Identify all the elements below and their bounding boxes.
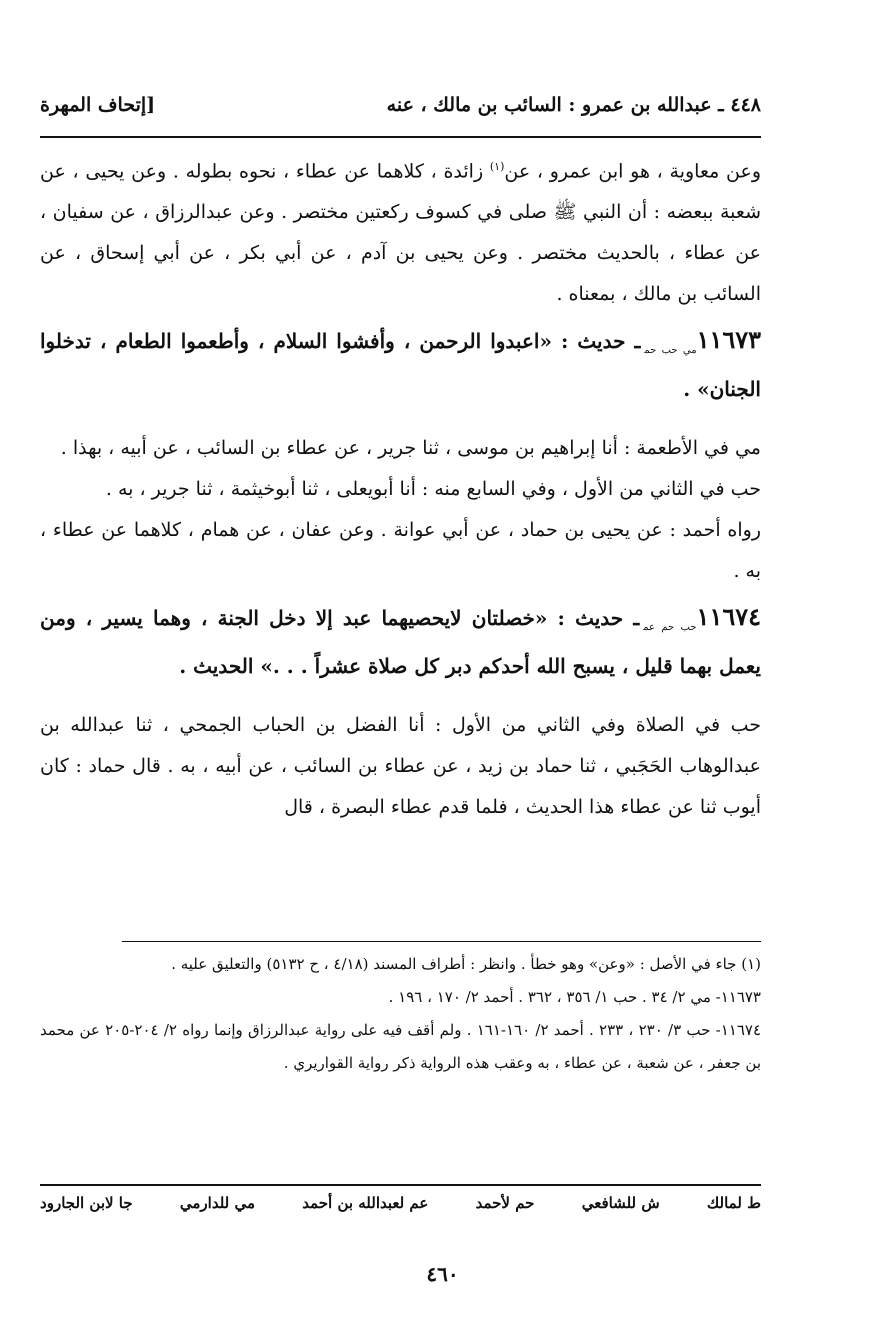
page-header xyxy=(40,88,761,122)
hadith-number: ١١٦٧٤ xyxy=(696,602,761,632)
footnote-1: (١) جاء في الأصل : «وعن» وهو خطأ . وانظر : أطراف المسند (٤/١٨ ، ح ٥١٣٢) والتعليق عليه . xyxy=(171,955,761,973)
footnotes xyxy=(40,948,761,1080)
paragraph-darimi: مي في الأطعمة : أنا إبراهيم بن موسى ، ثنا جرير ، عن عطاء بن السائب ، عن أبيه ، بهذا . xyxy=(60,437,761,460)
legend-item: عم لعبدالله بن أحمد xyxy=(302,1194,429,1212)
hadith-number: ١١٦٧٣ xyxy=(696,325,762,355)
legend-item: مي للدارمي xyxy=(179,1194,255,1212)
book-title: [إتحاف المهرة xyxy=(40,94,156,116)
main-text xyxy=(40,146,761,828)
footnote-11673: ١١٦٧٣- مي ٢/ ٣٤ . حب ١/ ٣٥٦ ، ٣٦٢ . أحمد ٢/ ١٧٠ ، ١٩٦ . xyxy=(388,988,761,1006)
abbreviation-legend xyxy=(40,1194,761,1212)
running-title: ٤٤٨ ـ عبدالله بن عمرو : السائب بن مالك ، عنه xyxy=(386,94,761,116)
legend-item: جا لابن الجارود xyxy=(40,1194,133,1212)
footnote-11674: ١١٦٧٤- حب ٣/ ٢٣٠ ، ٢٣٣ . أحمد ٢/ ١٦٠-١٦١ . ولم أقف فيه على رواية عبدالرزاق وإنما رواه ٢/ ٢٠٤-٢٠٥ عن محمد بن جعفر ، عن شعبة ، عن عطاء ، به وعقب هذه الرواية ذكر رواية القواريري . xyxy=(40,1021,762,1072)
legend-item: ش للشافعي xyxy=(581,1194,660,1212)
source-codes: حب حم عم xyxy=(643,622,697,634)
legend-item: حم لأحمد xyxy=(475,1194,535,1212)
source-codes: مي حب حم xyxy=(644,345,697,357)
paragraph-continuation: وعن معاوية ، هو ابن عمرو ، عن$^{(١)}$ زائدة ، كلاهما عن عطاء ، نحوه بطوله . وعن يحيى ، عن شعبة ببعضه : أن النبي ﷺ صلى في كسوف ركعتين مختصر . وعن عبدالرزاق ، عن سفيان ، عن عطاء ، بالحديث مختصر . وعن يحيى بن آدم ، عن أبي بكر ، عن أبي إسحاق ، عن السائب بن مالك ، بمعناه . xyxy=(40,160,761,306)
legend-rule xyxy=(40,1184,761,1186)
hadith-text: ـ حديث : «خصلتان لايحصيهما عبد إلا دخل الجنة ، وهما يسير ، ومن يعمل بهما قليل ، يسبح الله أحدكم دبر كل صلاة عشراً . . .» الحديث . xyxy=(40,606,761,679)
hadith-entry-11673 xyxy=(40,321,761,408)
paragraph-hibban: حب في الثاني من الأول ، وفي السابع منه : أنا أبويعلى ، ثنا أبوخيثمة ، ثنا جرير ، به . xyxy=(105,478,761,501)
paragraph-hibban-salah: حب في الصلاة وفي الثاني من الأول : أنا الفضل بن الحباب الجمحي ، ثنا عبدالله بن عبدالوهاب الحَجَبي ، ثنا حماد بن زيد ، عن عطاء بن السائب ، عن أبيه ، به . قال حماد : كان أيوب ثنا عن عطاء هذا الحديث ، فلما قدم عطاء البصرة ، قال xyxy=(40,714,761,819)
footnote-ref: (١) xyxy=(489,160,505,173)
hadith-text: ـ حديث : «اعبدوا الرحمن ، وأفشوا السلام ، وأطعموا الطعام ، تدخلوا الجنان» . xyxy=(40,329,761,402)
footnote-rule xyxy=(122,941,761,942)
hadith-entry-11674 xyxy=(40,598,761,685)
paragraph-ahmad: رواه أحمد : عن يحيى بن حماد ، عن أبي عوانة . وعن عفان ، عن همام ، كلاهما عن عطاء ، به . xyxy=(40,519,761,583)
page-number: ٤٦٠ xyxy=(426,1262,459,1286)
legend-item: ط لمالك xyxy=(706,1194,761,1212)
header-rule xyxy=(40,136,761,138)
